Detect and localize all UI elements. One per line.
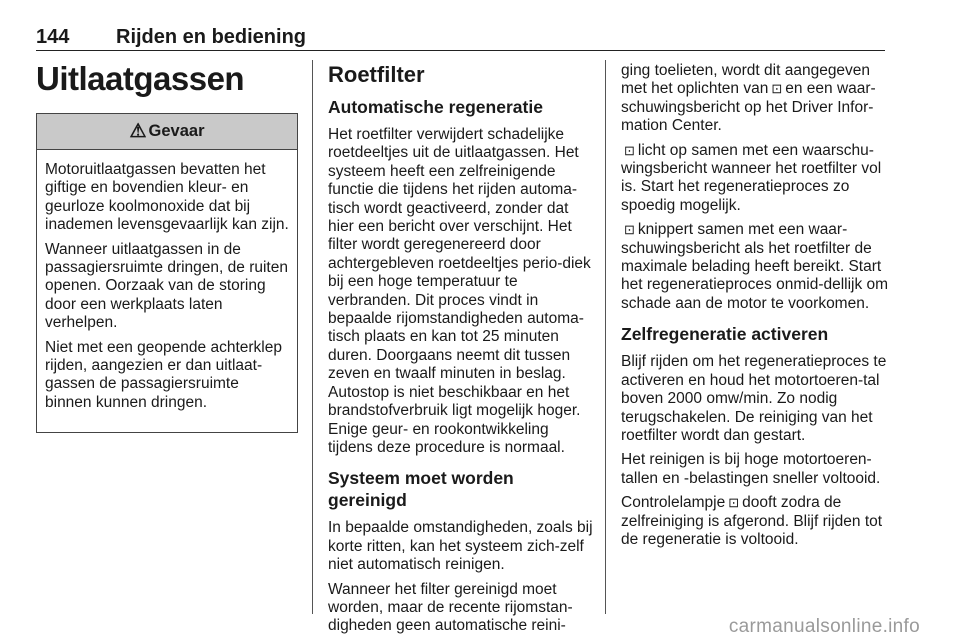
text-span: knippert samen met een waar-schuwingsbericht als het roetfilter de maximale belading heeft bereikt. Start het regeneratieproces onmid-dellijk om schade aan de motor te voorkomen. (621, 221, 889, 312)
soot-filter-icon: ⊡ (624, 142, 635, 158)
warning-triangle-icon: ⚠ (129, 121, 147, 142)
column2-title: Roetfilter (328, 62, 425, 87)
column-divider (605, 60, 606, 614)
column-divider (312, 60, 313, 614)
section-title: Rijden en bediening (116, 26, 307, 48)
column3 (621, 62, 889, 555)
warning-paragraph: Wanneer uitlaatgassen in de passagiersruimte dringen, de ruiten openen. Oorzaak van de storing door een werkplaats laten verhelpen. (45, 240, 288, 332)
paragraph (621, 494, 889, 549)
page-header (36, 24, 885, 51)
watermark: carmanualsonline.info (728, 616, 920, 637)
soot-filter-icon: ⊡ (624, 222, 635, 238)
warning-label: Gevaar (148, 122, 205, 140)
paragraph (621, 142, 889, 216)
text-span: ging toelieten, wordt dit aangegeven met het oplichten van (621, 62, 871, 98)
paragraph: In bepaalde omstandigheden, zoals bij korte ritten, kan het systeem zich-zelf niet automatisch reinigen. (328, 519, 593, 574)
paragraph: Wanneer het filter gereinigd moet worden, maar de recente rijomstan-digheden geen automatische reini- (328, 580, 573, 635)
column2 (328, 62, 594, 642)
soot-filter-icon: ⊡ (771, 81, 783, 97)
text-span: licht op samen met een waarschu-wingsbericht wanneer het roetfilter vol is. Start het regeneratieproces zo spoedig mogelijk. (621, 141, 882, 214)
subheading-self-regeneration: Zelfregeneratie activeren (621, 324, 829, 345)
text-span: Controlelampje (621, 494, 726, 512)
warning-paragraph: Niet met een geopende achterklep rijden, aangezien er dan uitlaat-gassen de passagiersruimte binnen kunnen dringen. (45, 338, 282, 411)
warning-box (36, 113, 298, 433)
paragraph: Het reinigen is bij hoge motortoeren-tallen en -belastingen sneller voltooid. (621, 451, 881, 487)
paragraph: Het roetfilter verwijdert schadelijke roetdeeltjes uit de uitlaatgassen. Het systeem heeft een zelfreinigende functie die tijdens het rijden automa-tisch wordt geactiveerd, zonder dat hier een bericht over verschijnt. Het filter wordt geregenereerd door achtergebleven roetdeeltjes perio-diek bij een hoge temperatuur te verbranden. Dit proces vindt in bepaalde rijomstandigheden automa-tisch plaats en kan tot 25 minuten duren. Doorgaans neemt dit tussen zeven en twaalf minuten in beslag. Autostop is niet beschikbaar en het brandstofverbruik ligt mogelijk hoger. Enige geur- en rookontwikkeling tijdens deze procedure is normaal. (328, 126, 591, 456)
soot-filter-icon: ⊡ (728, 495, 740, 511)
text-span: en een waar-schuwingsbericht op het Driver Infor-mation Center. (621, 80, 876, 135)
subheading-system-cleaning: Systeem moet worden gereinigd (328, 468, 514, 511)
paragraph (621, 62, 889, 136)
warning-body (37, 150, 297, 412)
paragraph (621, 221, 889, 313)
column1-title: Uitlaatgassen (36, 60, 245, 97)
subheading-automatic-regeneration: Automatische regeneratie (328, 97, 543, 117)
page-number: 144 (36, 26, 70, 48)
warning-header (37, 114, 297, 150)
paragraph: Blijf rijden om het regeneratieproces te activeren en houd het motortoeren-tal boven 2000 omw/min. Zo nodig terugschakelen. De reiniging van het roetfilter wordt dan gestart. (621, 353, 887, 444)
text-span: dooft zodra de zelfreiniging is afgerond. Blijf rijden tot de regeneratie is voltooid. (621, 494, 883, 548)
warning-paragraph: Motoruitlaatgassen bevatten het giftige en bovendien kleur- en geurloze koolmonoxide dat bij inademen levensgevaarlijk kan zijn. (45, 161, 289, 234)
